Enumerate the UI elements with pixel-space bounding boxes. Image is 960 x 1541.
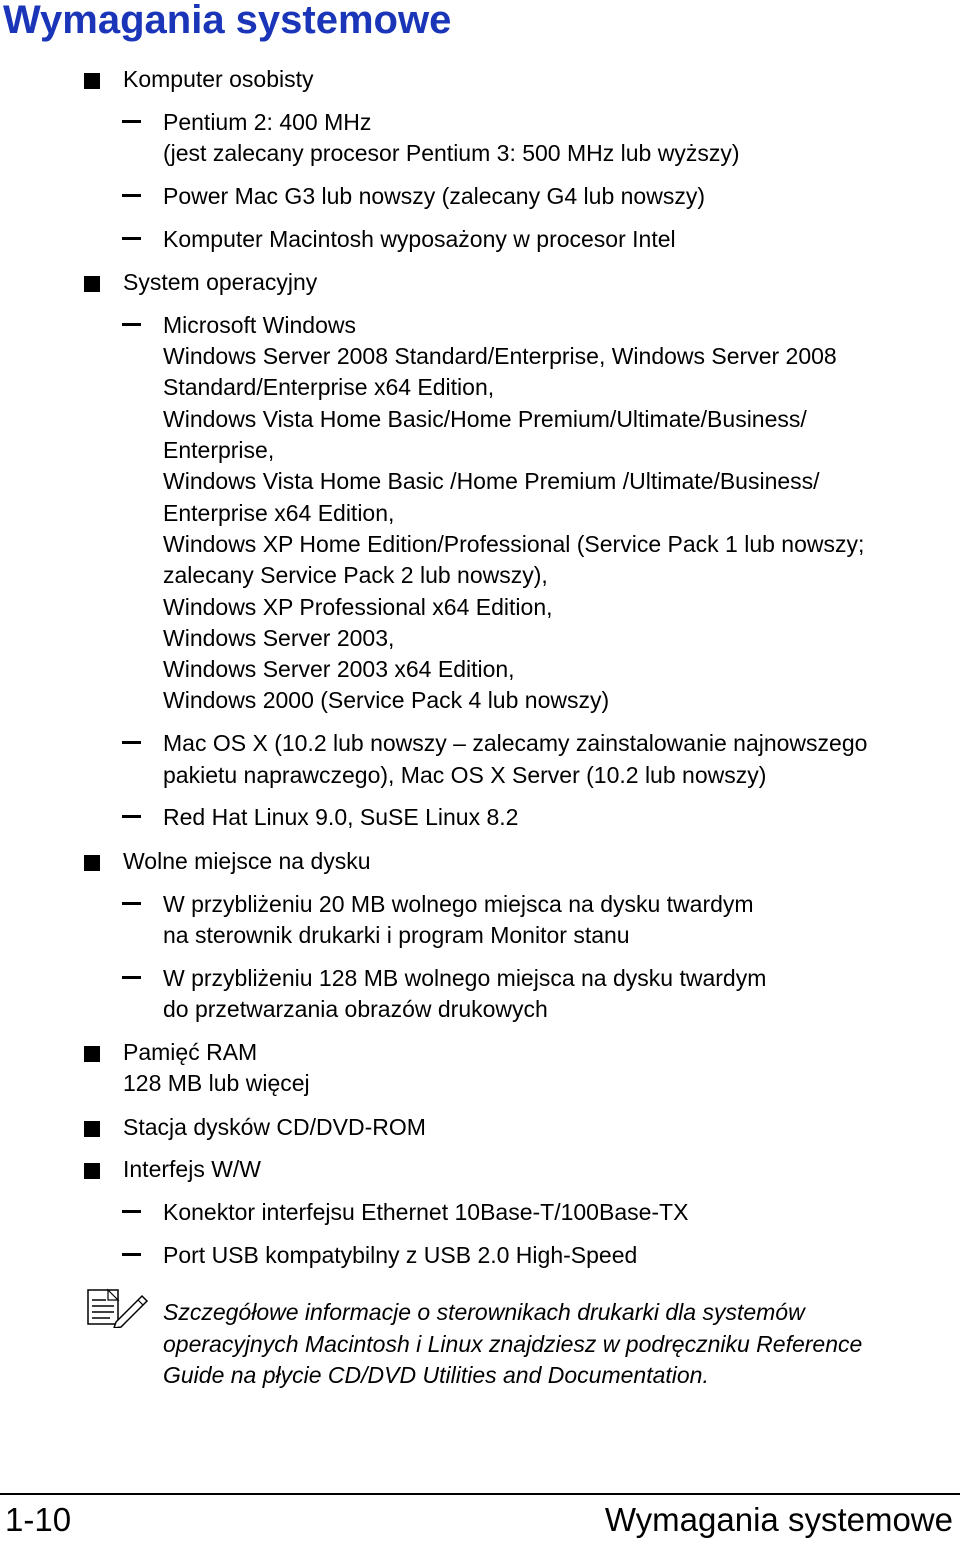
note-pencil-icon bbox=[86, 1288, 150, 1328]
dash-bullet-icon bbox=[122, 902, 141, 905]
dash-bullet-icon bbox=[122, 1253, 141, 1256]
requirement-line: pakietu naprawczego), Mac OS X Server (10.2 lub nowszy) bbox=[163, 761, 767, 788]
section-label: Interfejs W/W bbox=[123, 1156, 262, 1182]
dash-bullet-icon bbox=[122, 194, 141, 197]
requirement-line: Windows Server 2003, bbox=[163, 624, 395, 651]
requirement-line: Enterprise x64 Edition, bbox=[163, 499, 395, 526]
requirement-line: Standard/Enterprise x64 Edition, bbox=[163, 374, 495, 401]
requirement-line: Komputer Macintosh wyposażony w procesor Intel bbox=[163, 225, 676, 252]
bullet-square-icon bbox=[84, 1163, 100, 1179]
bullet-square-icon bbox=[84, 276, 100, 292]
dash-bullet-icon bbox=[122, 976, 141, 979]
footer-section-title: Wymagania systemowe bbox=[604, 1501, 953, 1538]
requirement-line: do przetwarzania obrazów drukowych bbox=[163, 996, 548, 1023]
dash-bullet-icon bbox=[122, 741, 141, 744]
requirement-line: Konektor interfejsu Ethernet 10Base-T/100Base-TX bbox=[163, 1198, 689, 1225]
requirement-line: Windows Server 2003 x64 Edition, bbox=[163, 656, 515, 683]
requirement-line: Windows Server 2008 Standard/Enterprise, Windows Server 2008 bbox=[163, 343, 837, 370]
page-title: Wymagania systemowe bbox=[3, 0, 452, 42]
section-label: Komputer osobisty bbox=[123, 66, 314, 92]
dash-bullet-icon bbox=[122, 815, 141, 818]
dash-bullet-icon bbox=[122, 120, 141, 123]
requirement-line: W przybliżeniu 20 MB wolnego miejsca na dysku twardym bbox=[163, 890, 754, 917]
requirement-line: Red Hat Linux 9.0, SuSE Linux 8.2 bbox=[163, 804, 519, 831]
requirement-line: Pentium 2: 400 MHz bbox=[163, 108, 372, 135]
dash-bullet-icon bbox=[122, 323, 141, 326]
note-line: Szczegółowe informacje o sterownikach drukarki dla systemów bbox=[163, 1299, 805, 1325]
section-label: Pamięć RAM bbox=[123, 1039, 258, 1065]
section-label: Wolne miejsce na dysku bbox=[123, 848, 371, 874]
note-line: Guide na płycie CD/DVD Utilities and Documentation. bbox=[163, 1362, 709, 1388]
bullet-square-icon bbox=[84, 1046, 100, 1062]
dash-bullet-icon bbox=[122, 237, 141, 240]
requirement-line: W przybliżeniu 128 MB wolnego miejsca na dysku twardym bbox=[163, 964, 767, 991]
bullet-square-icon bbox=[84, 855, 100, 871]
requirement-line: Windows Vista Home Basic/Home Premium/Ultimate/Business/ bbox=[163, 405, 807, 432]
requirement-line: na sterownik drukarki i program Monitor stanu bbox=[163, 922, 630, 949]
requirement-line: Windows XP Professional x64 Edition, bbox=[163, 593, 553, 620]
requirement-line: Power Mac G3 lub nowszy (zalecany G4 lub nowszy) bbox=[163, 182, 705, 209]
requirement-line: (jest zalecany procesor Pentium 3: 500 MHz lub wyższy) bbox=[163, 140, 740, 167]
requirement-line: Windows XP Home Edition/Professional (Service Pack 1 lub nowszy; bbox=[163, 530, 865, 557]
requirement-line: Microsoft Windows bbox=[163, 311, 356, 338]
note-line: operacyjnych Macintosh i Linux znajdziesz w podręczniku Reference bbox=[163, 1331, 863, 1357]
bullet-square-icon bbox=[84, 1121, 100, 1137]
requirement-line: Mac OS X (10.2 lub nowszy – zalecamy zainstalowanie najnowszego bbox=[163, 730, 868, 757]
footer-divider bbox=[0, 1493, 960, 1495]
section-sublabel: 128 MB lub więcej bbox=[123, 1070, 310, 1097]
requirement-line: Port USB kompatybilny z USB 2.0 High-Speed bbox=[163, 1241, 638, 1268]
section-label: Stacja dysków CD/DVD-ROM bbox=[123, 1114, 426, 1140]
requirement-line: Enterprise, bbox=[163, 437, 275, 463]
requirement-line: Windows 2000 (Service Pack 4 lub nowszy) bbox=[163, 687, 610, 714]
bullet-square-icon bbox=[84, 73, 100, 89]
dash-bullet-icon bbox=[122, 1210, 141, 1213]
section-label: System operacyjny bbox=[123, 269, 318, 295]
requirement-line: Windows Vista Home Basic /Home Premium /Ultimate/Business/ bbox=[163, 468, 820, 495]
page-number: 1-10 bbox=[5, 1501, 72, 1538]
requirement-line: zalecany Service Pack 2 lub nowszy), bbox=[163, 562, 548, 589]
